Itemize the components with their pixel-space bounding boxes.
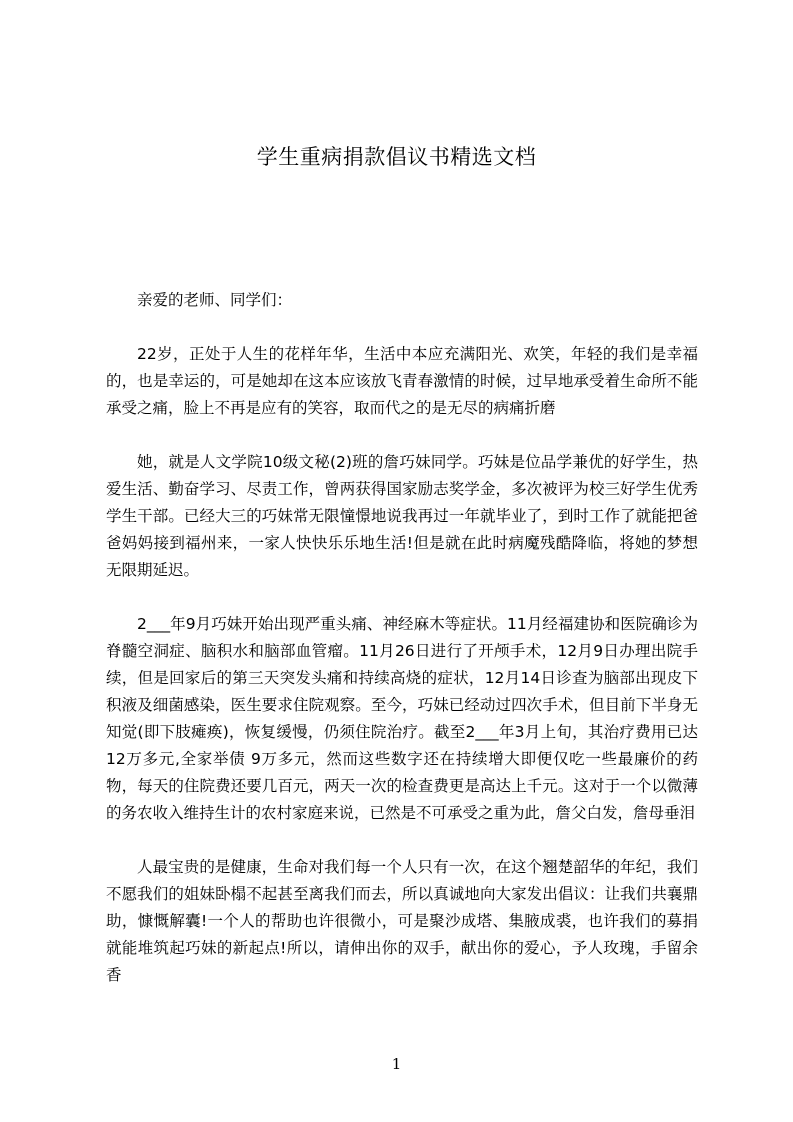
paragraph-student-profile: 她，就是人文学院10级文秘(2)班的詹巧妹同学。巧妹是位品学兼优的好学生，热爱生活、勤奋学习、尽责工作，曾两获得国家励志奖学金，多次被评为校三好学生优秀学生干部。已经大三的巧妹常无限憧憬地说我再过一年就毕业了，到时工作了就能把爸爸妈妈接到福州来，一家人快快乐乐地生活!但是就在此时病魔残酷降临，将她的梦想无限期延迟。 xyxy=(106,453,698,579)
page-title: 学生重病捐款倡议书精选文档 xyxy=(256,145,537,169)
paragraph-medical-history: 2___年9月巧妹开始出现严重头痛、神经麻木等症状。11月经福建协和医院确诊为脊髓空洞症、脑积水和脑部血管瘤。11月26日进行了开颅手术，12月9日办理出院手续，但是回家后的第三天突发头痛和持续高烧的症状，12月14日诊查为脑部出现皮下积液及细菌感染，医生要求住院观察。至今，巧妹已经动过四次手术，但目前下半身无知觉(即下肢瘫痪)，恢复缓慢，仍须住院治疗。截至2___年3月上旬，其治疗费用已达12万多元,全家举债 9万多元，然而这些数字还在持续增大即便仅吃一些最廉价的药物，每天的住院费还要几百元，两天一次的检查费更是高达上千元。这对于一个以微薄的务农收入维持生计的农村家庭来说，已然是不可承受之重为此，詹父白发，詹母垂泪 xyxy=(106,615,698,822)
paragraph-intro: 22岁，正处于人生的花样年华，生活中本应充满阳光、欢笑，年轻的我们是幸福的，也是幸运的，可是她却在这本应该放飞青春激情的时候，过早地承受着生命所不能承受之痛，脸上不再是应有的笑容，取而代之的是无尽的病痛折磨 xyxy=(106,345,698,417)
salutation: 亲爱的老师、同学们： xyxy=(137,291,293,309)
page-number: 1 xyxy=(391,1055,402,1073)
paragraph-appeal: 人最宝贵的是健康，生命对我们每一个人只有一次，在这个翘楚韶华的年纪，我们不愿我们的姐妹卧榻不起甚至离我们而去，所以真诚地向大家发出倡议：让我们共襄鼎助，慷慨解囊!一个人的帮助也许很微小，可是聚沙成塔、集腋成裘，也许我们的募捐就能堆筑起巧妹的新起点!所以，请伸出你的双手，献出你的爱心，予人玫瑰，手留余香 xyxy=(106,858,698,984)
document-body xyxy=(106,287,698,1016)
